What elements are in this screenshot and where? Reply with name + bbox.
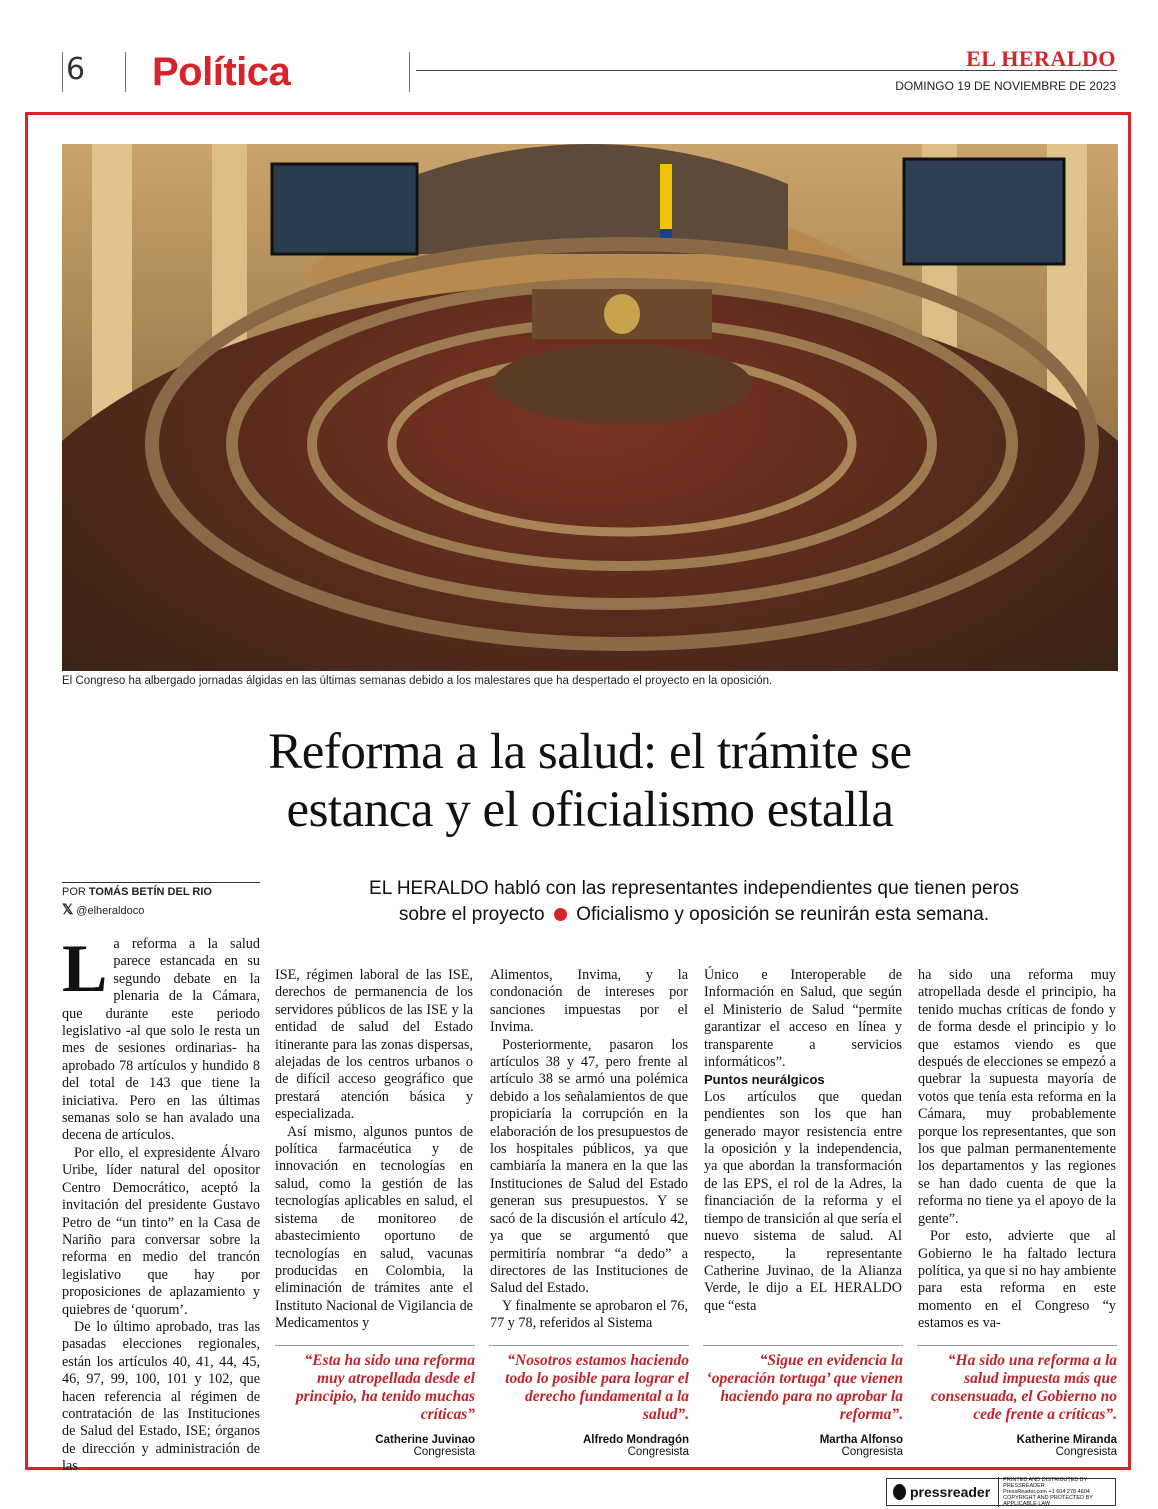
quote-role: Congresista	[627, 1446, 689, 1458]
quote-author: Alfredo Mondragón	[582, 1434, 689, 1446]
quote-rule	[275, 1345, 475, 1346]
paragraph: Por esto, advierte que al Gobierno le ha faltado lectura política, ya que si no hay ambiente para esta reforma en este momento en el Congreso “y estamos es va-	[918, 1228, 1116, 1332]
issue-date: DOMINGO 19 DE NOVIEMBRE DE 2023	[895, 79, 1116, 93]
page-number: 6	[66, 52, 86, 87]
paragraph: ISE, régimen laboral de las ISE, derechos de permanencia de los servidores públicos de las ISE y la entidad de salud del Estado itinerante para las zonas dispersas, alejadas de los centros urbanos o de difícil acceso geográfico que prestará atención básica y especializada.	[275, 967, 473, 1123]
paragraph: Así mismo, algunos puntos de política farmacéutica y de innovación en tecnologías en salud, como la gestión de las tecnologías aplicables en salud, el sistema de monitoreo de abastecimiento oportuno de tecnologías en salud, vacunas producidas en Colombia, la eliminación de trámites ante el Instituto Nacional de Vigilancia de Medicamentos y	[275, 1123, 473, 1332]
subheading: Puntos neurálgicos	[704, 1072, 825, 1088]
pressreader-logo	[893, 1484, 906, 1500]
divider	[409, 52, 410, 92]
handle-text: @elheraldoco	[76, 905, 145, 917]
quote-rule	[703, 1345, 903, 1346]
congress-chamber-illustration	[62, 144, 1118, 671]
paragraph: Único e Interoperable de Información en Salud, que según el Ministerio de Salud “permite garantizar el acceso en línea y transparente a servicios informáticos”.	[704, 967, 902, 1071]
dropcap: L	[62, 930, 108, 1006]
article-column-2	[275, 967, 473, 1333]
article-column-4	[704, 967, 902, 1315]
paragraph: Los artículos que quedan pendientes son los que han generado mayor resistencia entre la oposición y la independencia, ya que abordan la transformación de las EPS, el rol de la Adres, la financiación de la reforma y el tiempo de transición al que sería el nuevo sistema de salud. Al respecto, la representante Catherine Juvinao, de la Alianza Verde, le dijo a EL HERALDO que “esta	[704, 1088, 902, 1314]
article-column-5	[918, 967, 1116, 1333]
lead-part-2: sobre el proyecto	[398, 904, 545, 925]
notice-line: COPYRIGHT AND PROTECTED BY APPLICABLE LAW	[1003, 1495, 1093, 1507]
headline	[62, 723, 1118, 839]
paragraph: Y finalmente se aprobaron el 76, 77 y 78, referidos al Sistema	[490, 1297, 688, 1332]
quote-author: Martha Alfonso	[819, 1434, 903, 1446]
article-column-1	[62, 930, 260, 1476]
article-lead	[270, 876, 1118, 928]
x-icon: 𝕏	[62, 901, 74, 917]
quote-author: Catherine Juvinao	[375, 1434, 475, 1446]
divider	[125, 52, 126, 92]
headline-line-1: Reforma a la salud: el trámite se	[268, 724, 912, 780]
quote-role: Congresista	[413, 1446, 475, 1458]
quote-text: “Nosotros estamos haciendo todo lo posible para lograr el derecho fundamental a la salud”.	[505, 1352, 689, 1423]
quote-rule	[489, 1345, 689, 1346]
lead-part-1: EL HERALDO habló con las representantes independientes que tienen peros	[369, 878, 1019, 899]
bullet-dot-icon	[554, 908, 567, 921]
byline	[62, 882, 260, 898]
notice-line: PressReader.com +1 604 278 4604	[1003, 1489, 1090, 1495]
paragraph: De lo último aprobado, tras las pasadas elecciones regionales, están los artículos 40, 41, 44, 45, 46, 97, 99, 100, 101 y 102, que hacen referencia al régimen de contratación de las Instituciones de Salud del Estado, ISE; órganos de dirección y administración de las	[62, 1318, 260, 1475]
pull-quote	[275, 1345, 475, 1458]
quote-role: Congresista	[841, 1446, 903, 1458]
congress-photo	[62, 144, 1118, 671]
pull-quote	[489, 1345, 689, 1458]
pressreader-badge[interactable]	[886, 1478, 1116, 1506]
headline-line-2: estanca y el oficialismo estalla	[286, 782, 894, 838]
paragraph: Posteriormente, pasaron los artículos 38 y 47, pero frente al artículo 38 se armó una polémica debido a los señalamientos de que propiciaría la corrupción en la elaboración de los presupuestos de los hospitales públicos, ya que cambiaría la manera en la que las Instituciones de Salud del Estado generan sus presupuestos. Y se sacó de la discusión el artículo 42, ya que se argumentó que permitiría nombrar “a dedo” a directores de las Instituciones de Salud del Estado.	[490, 1036, 688, 1297]
quote-author: Katherine Miranda	[1016, 1434, 1117, 1446]
paragraph: Alimentos, Invima, y la condonación de intereses por sanciones impuestas por el Invima.	[490, 967, 688, 1036]
quote-rule	[917, 1345, 1117, 1346]
paragraph: a reforma a la salud parece estancada en su segundo debate en la plenaria de la Cámara, que durante este periodo legislativo -al que solo le resta un mes de sesiones ordinarias- ha aprobado 78 artículos y hundido 8 del total de 143 que tiene la iniciativa. Pero en las últimas semanas solo se han avalado una decena de artículos.	[62, 936, 260, 1144]
pull-quote	[703, 1345, 903, 1458]
paragraph: Por ello, el expresidente Álvaro Uribe, líder natural del opositor Centro Democrático, aceptó la invitación del presidente Gustavo Petro de “un tinto” en la Casa de Nariño para conversar sobre la reforma en medio del trancón legislativo que hay por proposiciones de aplazamiento y quiebres de ‘quorum’.	[62, 1144, 260, 1318]
quote-role: Congresista	[1055, 1446, 1117, 1458]
notice-line: PRINTED AND DISTRIBUTED BY PRESSREADER	[1003, 1477, 1088, 1489]
quote-text: “Esta ha sido una reforma muy atropellada desde el principio, ha tenido muchas críticas”	[295, 1352, 475, 1423]
pressreader-notice	[998, 1477, 1115, 1507]
section-title: Política	[152, 50, 291, 94]
article-column-3	[490, 967, 688, 1333]
byline-author: TOMÁS BETÍN DEL RIO	[88, 886, 212, 898]
divider	[62, 52, 63, 92]
lead-part-3: Oficialismo y oposición se reunirán esta semana.	[576, 904, 990, 925]
quote-text: “Ha sido una reforma a la salud impuesta más que consensuada, el Gobierno no cede frente a críticas”.	[930, 1352, 1117, 1423]
newspaper-logo: EL HERALDO	[966, 46, 1116, 71]
pressreader-brand: pressreader	[909, 1484, 991, 1500]
quote-text: “Sigue en evidencia la ‘operación tortuga’ que vienen haciendo para no aprobar la reforma”.	[706, 1352, 903, 1423]
byline-prefix: POR	[62, 886, 86, 898]
social-handle[interactable]	[62, 901, 144, 918]
paragraph: ha sido una reforma muy atropellada desde el principio, ha tenido muchas críticas de fondo y de forma desde el principio y lo que estamos viendo es que después de elecciones se empezó a quebrar la supuesta mayoría de votos que tenía esta reforma en la Cámara, muy probablemente porque los representantes, que son los que palman permanentemente los departamentos y las regiones se han dado cuenta de que la reforma no tiene ya el apoyo de la gente”.	[918, 967, 1116, 1227]
pull-quote	[917, 1345, 1117, 1458]
photo-caption: El Congreso ha albergado jornadas álgidas en las últimas semanas debido a los malestares que ha despertado el proyecto en la oposición.	[62, 675, 773, 687]
